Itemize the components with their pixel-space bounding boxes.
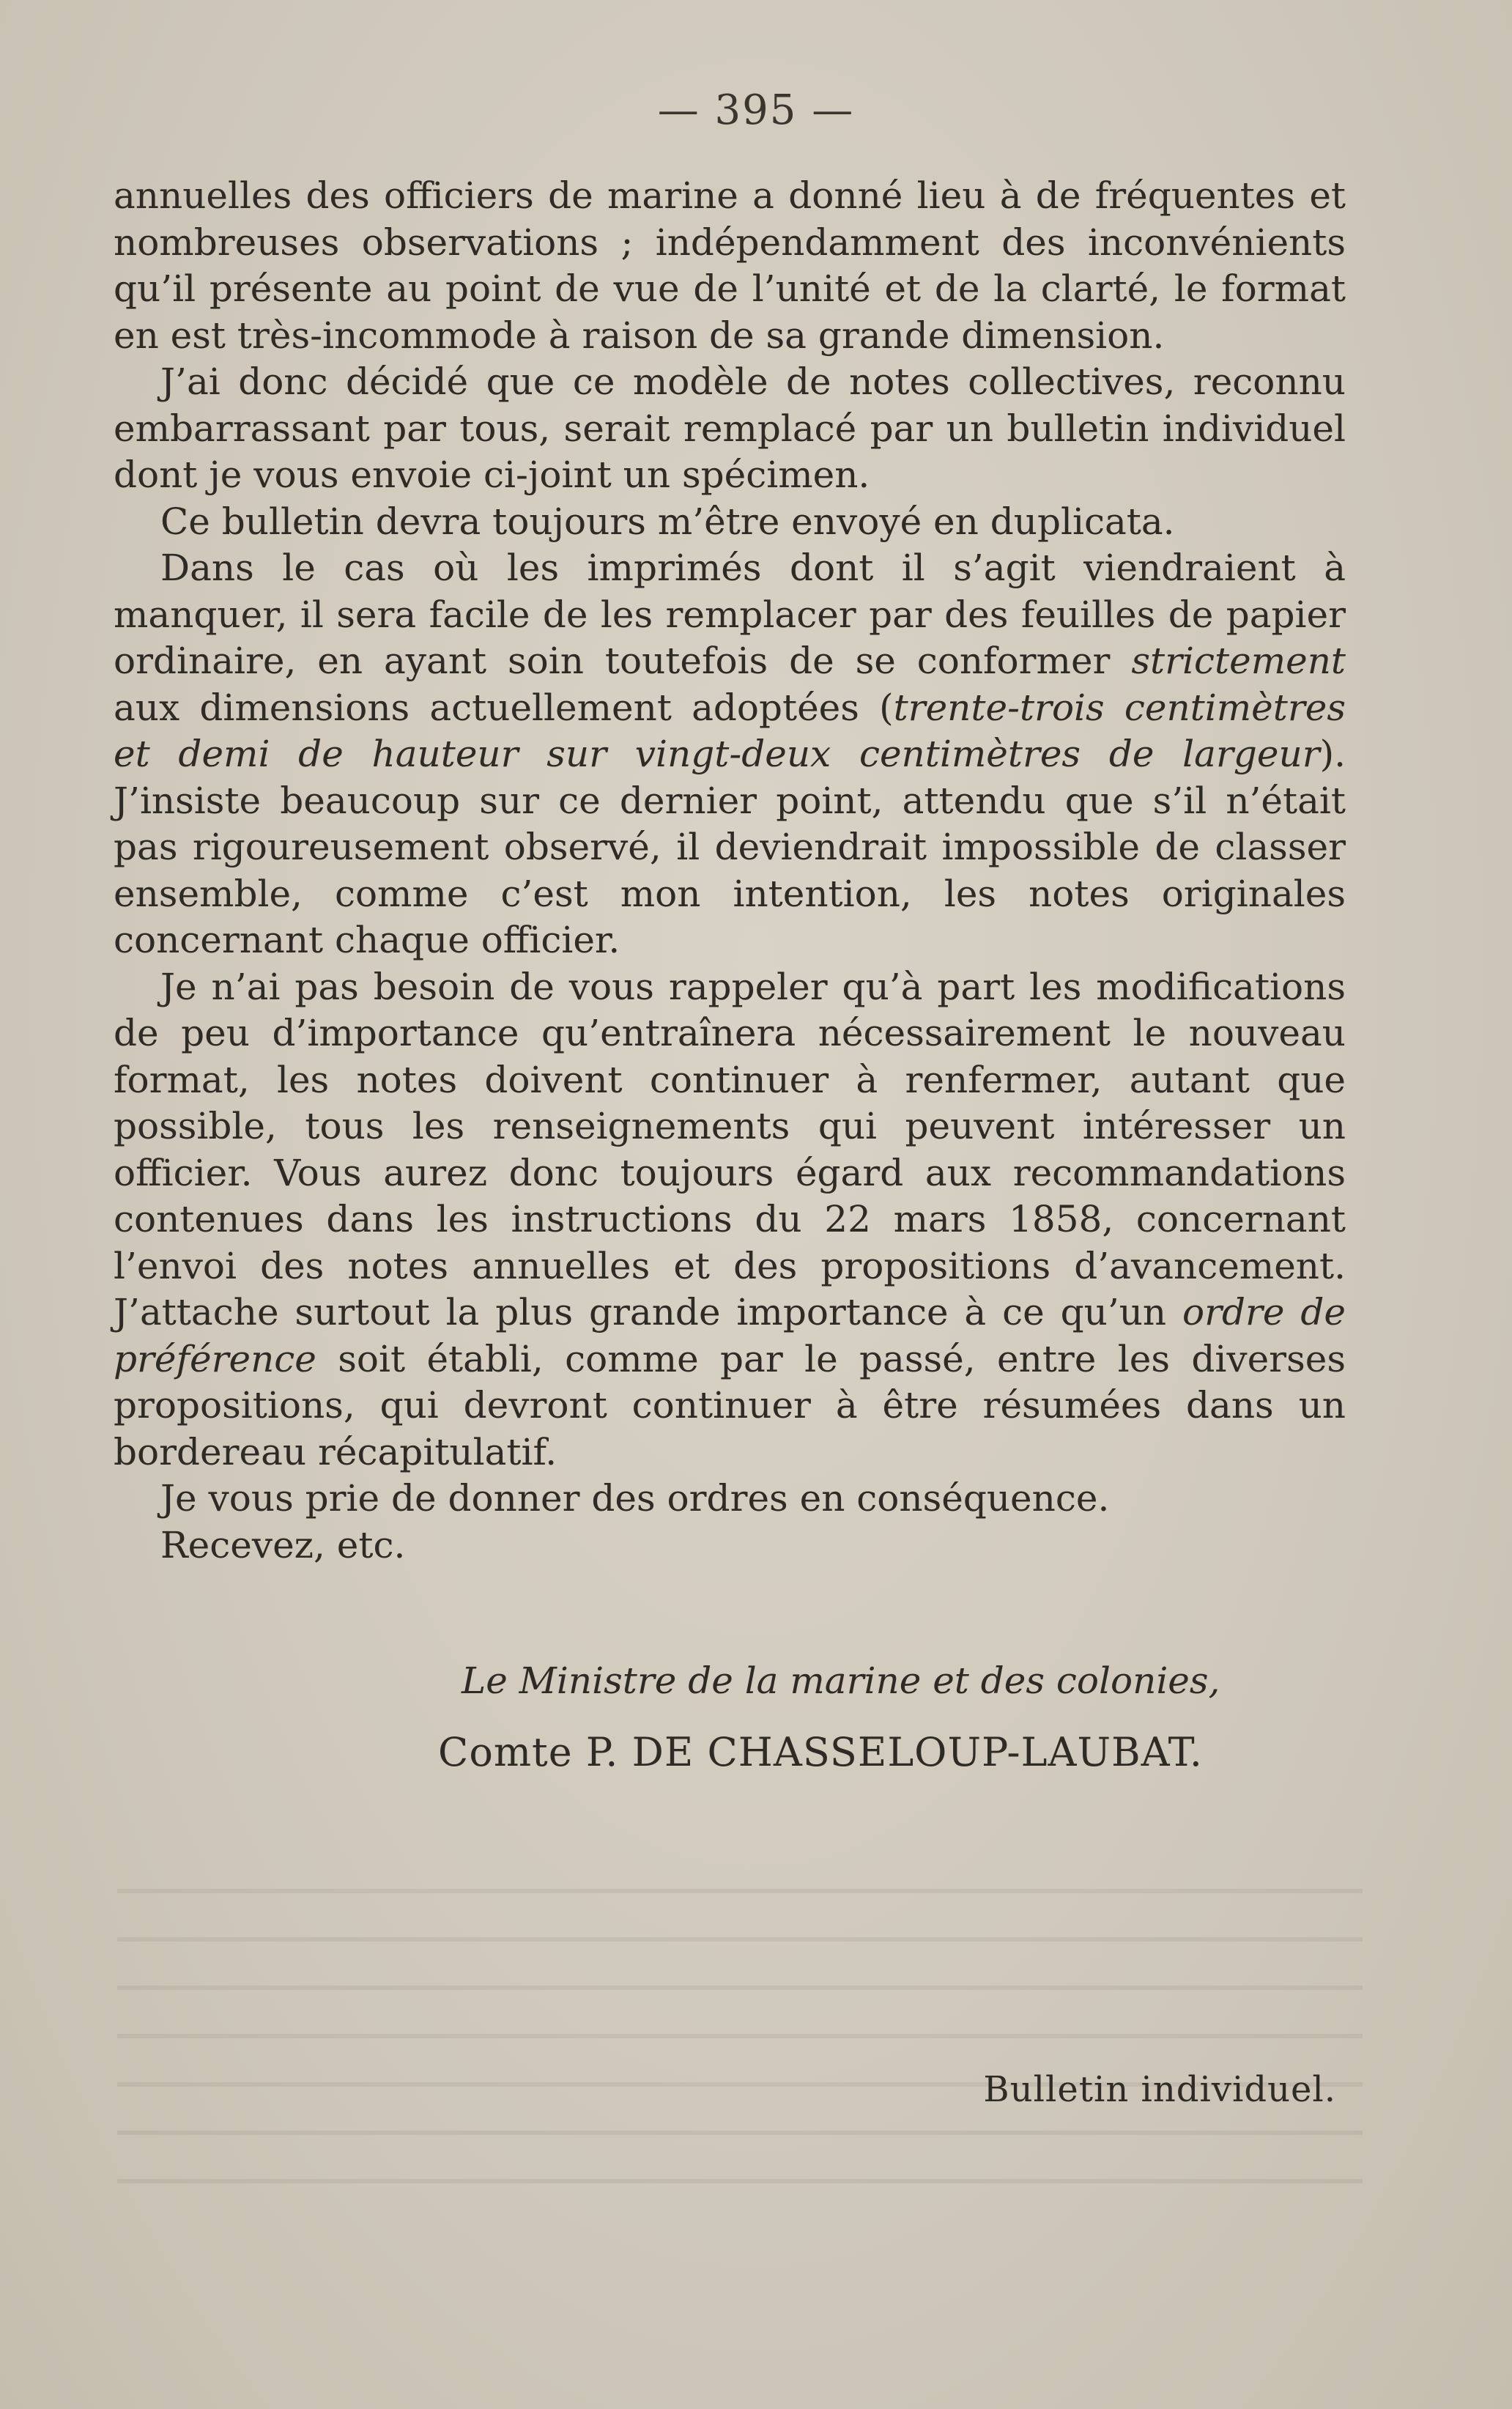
page-number: — 395 — — [657, 86, 855, 134]
paragraph-4-italic-dimensions: trente-trois centimètres et demi de hauteur sur vingt-deux centimètres de largeur — [114, 686, 1346, 775]
closing-line-1: Je vous prie de donner des ordres en conséquence. — [160, 1477, 1110, 1520]
show-through-texture — [117, 1861, 1363, 2183]
paragraph-5 — [114, 964, 1346, 1476]
closing-line-2: Recevez, etc. — [160, 1523, 406, 1566]
paragraph-2: J’ai donc décidé que ce modèle de notes collectives, reconnu embarrassant par tous, serait remplacé par un bulletin individuel dont je vous envoie ci-joint un spécimen. — [114, 360, 1346, 496]
paragraph-4-text-b: aux dimensions actuellement adoptées ( — [114, 686, 894, 729]
paragraph-5-text-a: Je n’ai pas besoin de vous rappeler qu’à part les modifications de peu d’importance qu’entraînera nécessairement le nouveau format, les notes doivent continuer à renfermer, autant que possible, tous les renseignements qui peuvent intéresser un officier. Vous aurez donc toujours égard aux recommandations contenues dans les instructions du 22 mars 1858, concernant l’envoi des notes annuelles et des propositions d’avancement. J’attache surtout la plus grande importance à ce qu’un — [114, 965, 1346, 1333]
signature-name: Comte P. DE CHASSELOUP-LAUBAT. — [438, 1729, 1203, 1775]
paragraph-3: Ce bulletin devra toujours m’être envoyé en duplicata. — [160, 500, 1175, 543]
paragraph-4-text-a: Dans le cas où les imprimés dont il s’agit viendraient à manquer, il sera facile de les remplacer par des feuilles de papier ordinaire, en ayant soin toutefois de se conformer — [114, 547, 1346, 682]
letter-body — [114, 173, 1346, 1569]
paragraph-5-text-b: soit établi, comme par le passé, entre les diverses propositions, qui devront continuer à être résumées dans un bordereau récapitulatif. — [114, 1337, 1346, 1473]
paragraph-4-italic-strictement: strictement — [1131, 640, 1346, 682]
paragraph-4 — [114, 545, 1346, 964]
paragraph-5-italic-ordre: ordre de préférence — [114, 1291, 1346, 1380]
paragraph-4-text-c: ). J’insiste beaucoup sur ce dernier point, attendu que s’il n’était pas rigoureusement observé, il deviendrait impossible de classer ensemble, comme c’est mon intention, les notes originales concernant chaque officier. — [114, 733, 1346, 961]
enclosure-label: Bulletin individuel. — [983, 2069, 1336, 2110]
signature-role: Le Ministre de la marine et des colonies, — [462, 1659, 1220, 1702]
paragraph-1: annuelles des officiers de marine a donné lieu à de fréquentes et nombreuses observations ; indépendamment des inconvénients qu’il présente au point de vue de l’unité et de la clarté, le format en est très-incommode à raison de sa grande dimension. — [114, 174, 1346, 357]
